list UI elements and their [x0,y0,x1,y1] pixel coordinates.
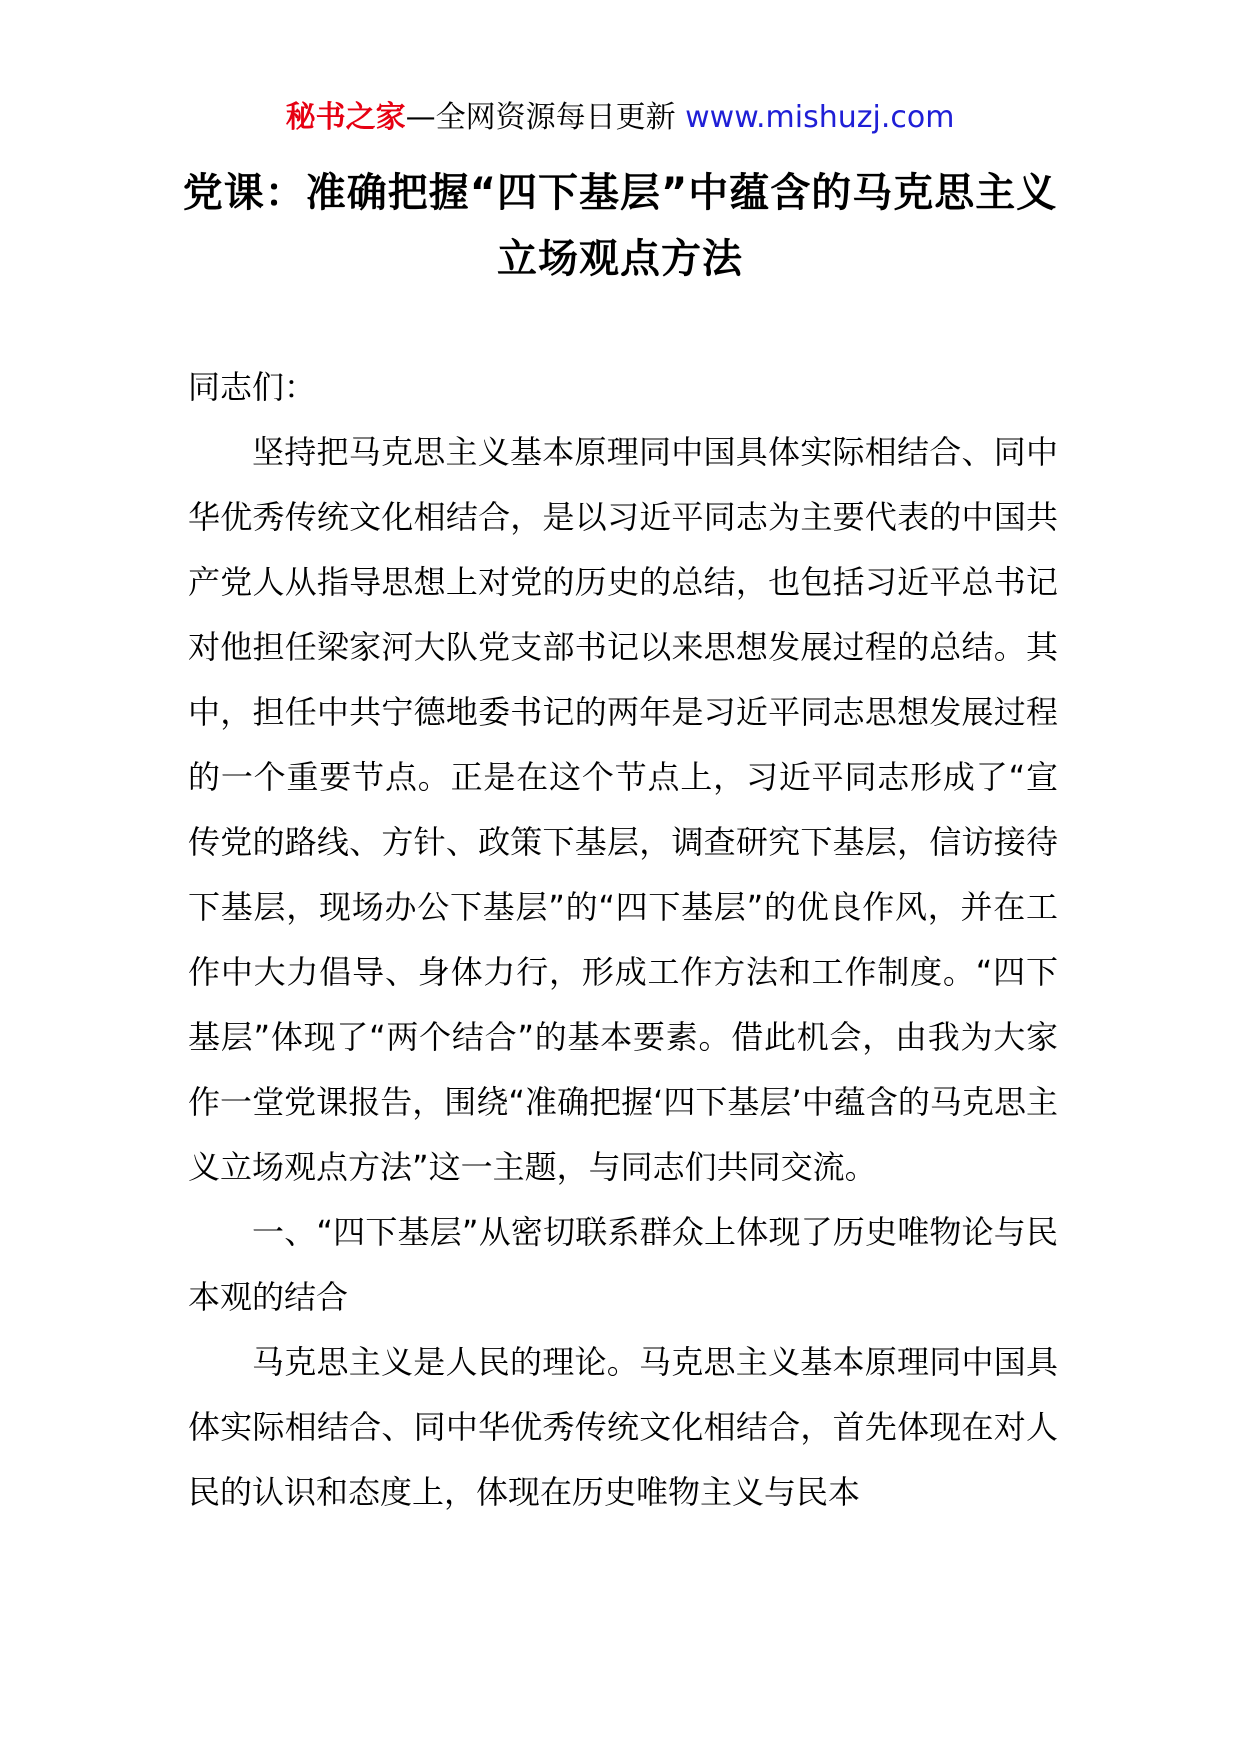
document-title: 党课：准确把握“四下基层”中蕴含的马克思主义立场观点方法 [182,170,1058,282]
site-header [0,98,1240,138]
section-heading-1: 一、“四下基层”从密切联系群众上体现了历史唯物论与民本观的结合 [188,1213,1058,1316]
paragraph-intro: 坚持把马克思主义基本原理同中国具体实际相结合、同中华优秀传统文化相结合，是以习近平同志为主要代表的中国共产党人从指导思想上对党的历史的总结，也包括习近平总书记对他担任梁家河大队党支部书记以来思想发展过程的总结。其中，担任中共宁德地委书记的两年是习近平同志思想发展过程的一个重要节点。正是在这个节点上，习近平同志形成了“宣传党的路线、方针、政策下基层，调查研究下基层，信访接待下基层，现场办公下基层”的“四下基层”的优良作风，并在工作中大力倡导、身体力行，形成工作方法和工作制度。“四下基层”体现了“两个结合”的基本要素。借此机会，由我为大家作一堂党课报告，围绕“准确把握‘四下基层’中蕴含的马克思主义立场观点方法”这一主题，与同志们共同交流。 [188,433,1058,1186]
greeting: 同志们： [188,368,317,406]
brand-name: 秘书之家 [285,100,406,135]
document-body [188,355,1058,1525]
site-url-link[interactable]: www.mishuzj.com [685,100,955,135]
header-tagline: 全网资源每日更新 [435,100,676,135]
header-separator: — [405,100,436,135]
paragraph-section-1: 马克思主义是人民的理论。马克思主义基本原理同中国具体实际相结合、同中华优秀传统文化相结合，首先体现在对人民的认识和态度上，体现在历史唯物主义与民本 [188,1343,1058,1511]
